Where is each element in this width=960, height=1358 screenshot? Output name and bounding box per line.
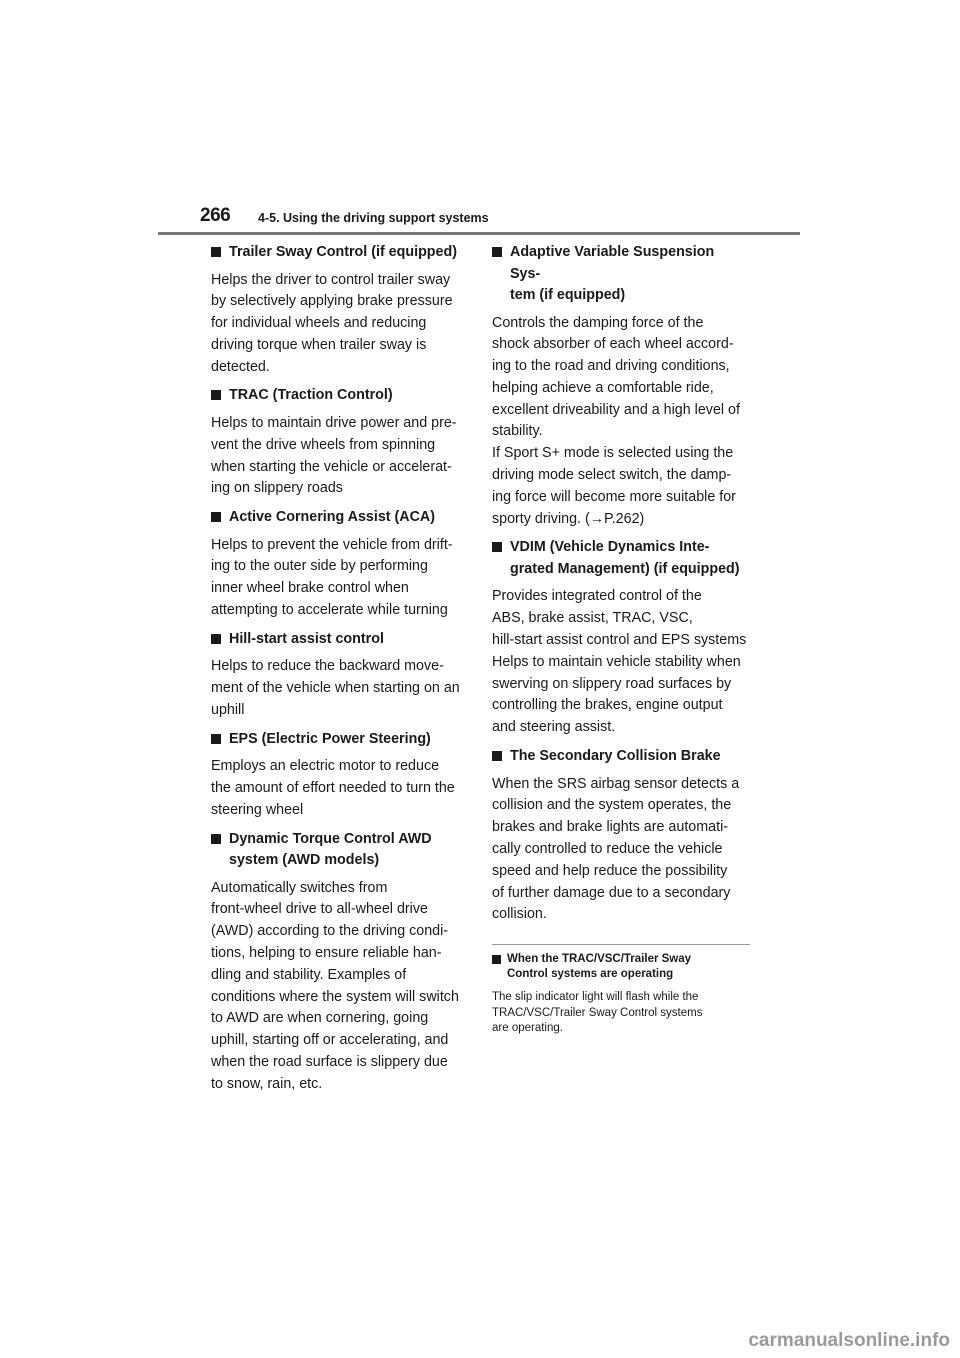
section-body-line: of further damage due to a secondary [492, 884, 731, 901]
section-body-line: cally controlled to reduce the vehicle [492, 840, 723, 857]
section-body-line: to snow, rain, etc. [211, 1075, 323, 1092]
section-body-line: uphill [211, 701, 245, 718]
section-heading-line: VDIM (Vehicle Dynamics Inte- [510, 539, 710, 556]
note-body [492, 990, 748, 1037]
section-body-line: (AWD) according to the driving condi- [211, 923, 449, 940]
section-body-line: Helps to maintain vehicle stability when [492, 653, 741, 670]
section-body-line: driving mode select switch, the damp- [492, 467, 732, 484]
section-heading [492, 746, 748, 768]
square-bullet-icon [211, 734, 221, 744]
section-body-line: when the road surface is slippery due [211, 1054, 448, 1071]
square-bullet-icon [211, 247, 221, 257]
note-heading-line: Control systems are operating [507, 968, 674, 981]
section-body-line: to AWD are when cornering, going [211, 1010, 429, 1027]
note-body-line: TRAC/VSC/Trailer Sway Control systems [492, 1006, 703, 1019]
section-body-line: Helps to reduce the backward move- [211, 658, 444, 675]
section-body-line: uphill, starting off or accelerating, and [211, 1032, 449, 1049]
section-heading-line: Active Cornering Assist (ACA) [229, 509, 436, 526]
note-body-line: are operating. [492, 1022, 563, 1035]
section-body-line: Employs an electric motor to reduce [211, 758, 440, 775]
section-body [492, 586, 748, 739]
section-body [211, 878, 467, 1096]
section-heading-line: tem (if equipped) [510, 287, 626, 303]
section-heading [211, 507, 467, 529]
section-body-line: ing force will become more suitable for [492, 488, 736, 505]
section-heading [211, 385, 467, 407]
section-body [492, 774, 748, 927]
section-body-line: steering wheel [211, 801, 304, 818]
section-body-line: shock absorber of each wheel accord- [492, 336, 734, 353]
section-body-line: ing to the outer side by performing [211, 558, 428, 575]
section-body [211, 656, 467, 721]
page-number: 266 [200, 205, 231, 226]
section-body-line: ing on slippery roads [211, 480, 343, 497]
section-body-line: ABS, brake assist, TRAC, VSC, [492, 610, 693, 627]
section-body-line: when starting the vehicle or accelerat- [211, 458, 452, 475]
square-bullet-icon [211, 512, 221, 522]
section-body-line: stability. [492, 423, 543, 440]
section-heading-line: grated Management) (if equipped) [510, 560, 740, 577]
left-column [211, 242, 467, 1103]
section-heading-line: Hill-start assist control [229, 630, 384, 647]
square-bullet-icon [211, 634, 221, 644]
watermark: carmanualsonline.info [748, 1330, 950, 1351]
section-heading [492, 537, 748, 580]
section-body-line: for individual wheels and reducing [211, 315, 427, 332]
section-body-line: Helps to maintain drive power and pre- [211, 414, 457, 431]
section-body-line: collision. [492, 906, 547, 923]
section-body-line: collision and the system operates, the [492, 797, 732, 814]
square-bullet-icon [492, 955, 501, 964]
square-bullet-icon [211, 834, 221, 844]
section-heading [211, 829, 467, 872]
section-body-line: Helps the driver to control trailer sway [211, 271, 451, 288]
section-body-line: sporty driving. (→P.262) [492, 510, 645, 527]
note-heading [492, 952, 748, 982]
section-body-line: by selectively applying brake pressure [211, 293, 453, 310]
section-heading-line: Adaptive Variable Suspension Sys- [510, 244, 715, 282]
section-title: 4-5. Using the driving support systems [258, 211, 489, 225]
section-body-line: tions, helping to ensure reliable han- [211, 945, 442, 962]
section-body-line: dling and stability. Examples of [211, 966, 407, 983]
note-body-line: The slip indicator light will flash while the [492, 991, 699, 1004]
square-bullet-icon [492, 247, 502, 257]
note-divider [492, 944, 750, 945]
section-heading [492, 242, 748, 307]
section-body-line: inner wheel brake control when [211, 580, 409, 597]
section-heading-line: Dynamic Torque Control AWD [229, 830, 432, 847]
section-body [492, 313, 748, 531]
section-body-line: ing to the road and driving conditions, [492, 358, 730, 375]
section-body-line: hill-start assist control and EPS systems [492, 632, 747, 649]
section-body-line: When the SRS airbag sensor detects a [492, 775, 740, 792]
square-bullet-icon [492, 542, 502, 552]
section-heading-line: The Secondary Collision Brake [510, 748, 721, 765]
section-body-line: attempting to accelerate while turning [211, 602, 448, 619]
section-body-line: front-wheel drive to all-wheel drive [211, 901, 428, 918]
section-body-line: helping achieve a comfortable ride, [492, 379, 714, 396]
section-heading-line: EPS (Electric Power Steering) [229, 730, 431, 747]
right-sections [492, 242, 748, 926]
section-body [211, 413, 467, 500]
section-body-line: the amount of effort needed to turn the [211, 780, 455, 797]
section-body-line: controlling the brakes, engine output [492, 697, 723, 714]
section-heading [211, 242, 467, 264]
section-body-line: swerving on slippery road surfaces by [492, 675, 732, 692]
square-bullet-icon [492, 751, 502, 761]
section-heading-line: TRAC (Traction Control) [229, 387, 393, 404]
section-body-line: If Sport S+ mode is selected using the [492, 445, 734, 462]
section-body-line: speed and help reduce the possibility [492, 862, 728, 879]
section-body-line: driving torque when trailer sway is [211, 336, 427, 353]
section-body-line: brakes and brake lights are automati- [492, 819, 729, 836]
section-body [211, 270, 467, 379]
section-body-line: Provides integrated control of the [492, 588, 702, 605]
section-body-line: conditions where the system will switch [211, 988, 459, 1005]
section-body-line: excellent driveability and a high level of [492, 401, 740, 418]
section-heading-line: Trailer Sway Control (if equipped) [229, 244, 457, 260]
section-heading [211, 729, 467, 751]
section-body-line: and steering assist. [492, 719, 616, 736]
section-body-line: ment of the vehicle when starting on an [211, 680, 460, 697]
section-body-line: vent the drive wheels from spinning [211, 436, 436, 453]
section-heading-line: system (AWD models) [229, 852, 380, 869]
square-bullet-icon [211, 390, 221, 400]
note-heading-line: When the TRAC/VSC/Trailer Sway [507, 953, 692, 966]
section-body [211, 756, 467, 821]
section-body [211, 535, 467, 622]
section-body-line: Controls the damping force of the [492, 314, 704, 331]
header-rule [158, 232, 800, 235]
section-body-line: Automatically switches from [211, 879, 388, 896]
section-body-line: detected. [211, 358, 270, 375]
section-body-line: Helps to prevent the vehicle from drift- [211, 536, 453, 553]
right-column [492, 242, 748, 1037]
section-heading [211, 629, 467, 651]
